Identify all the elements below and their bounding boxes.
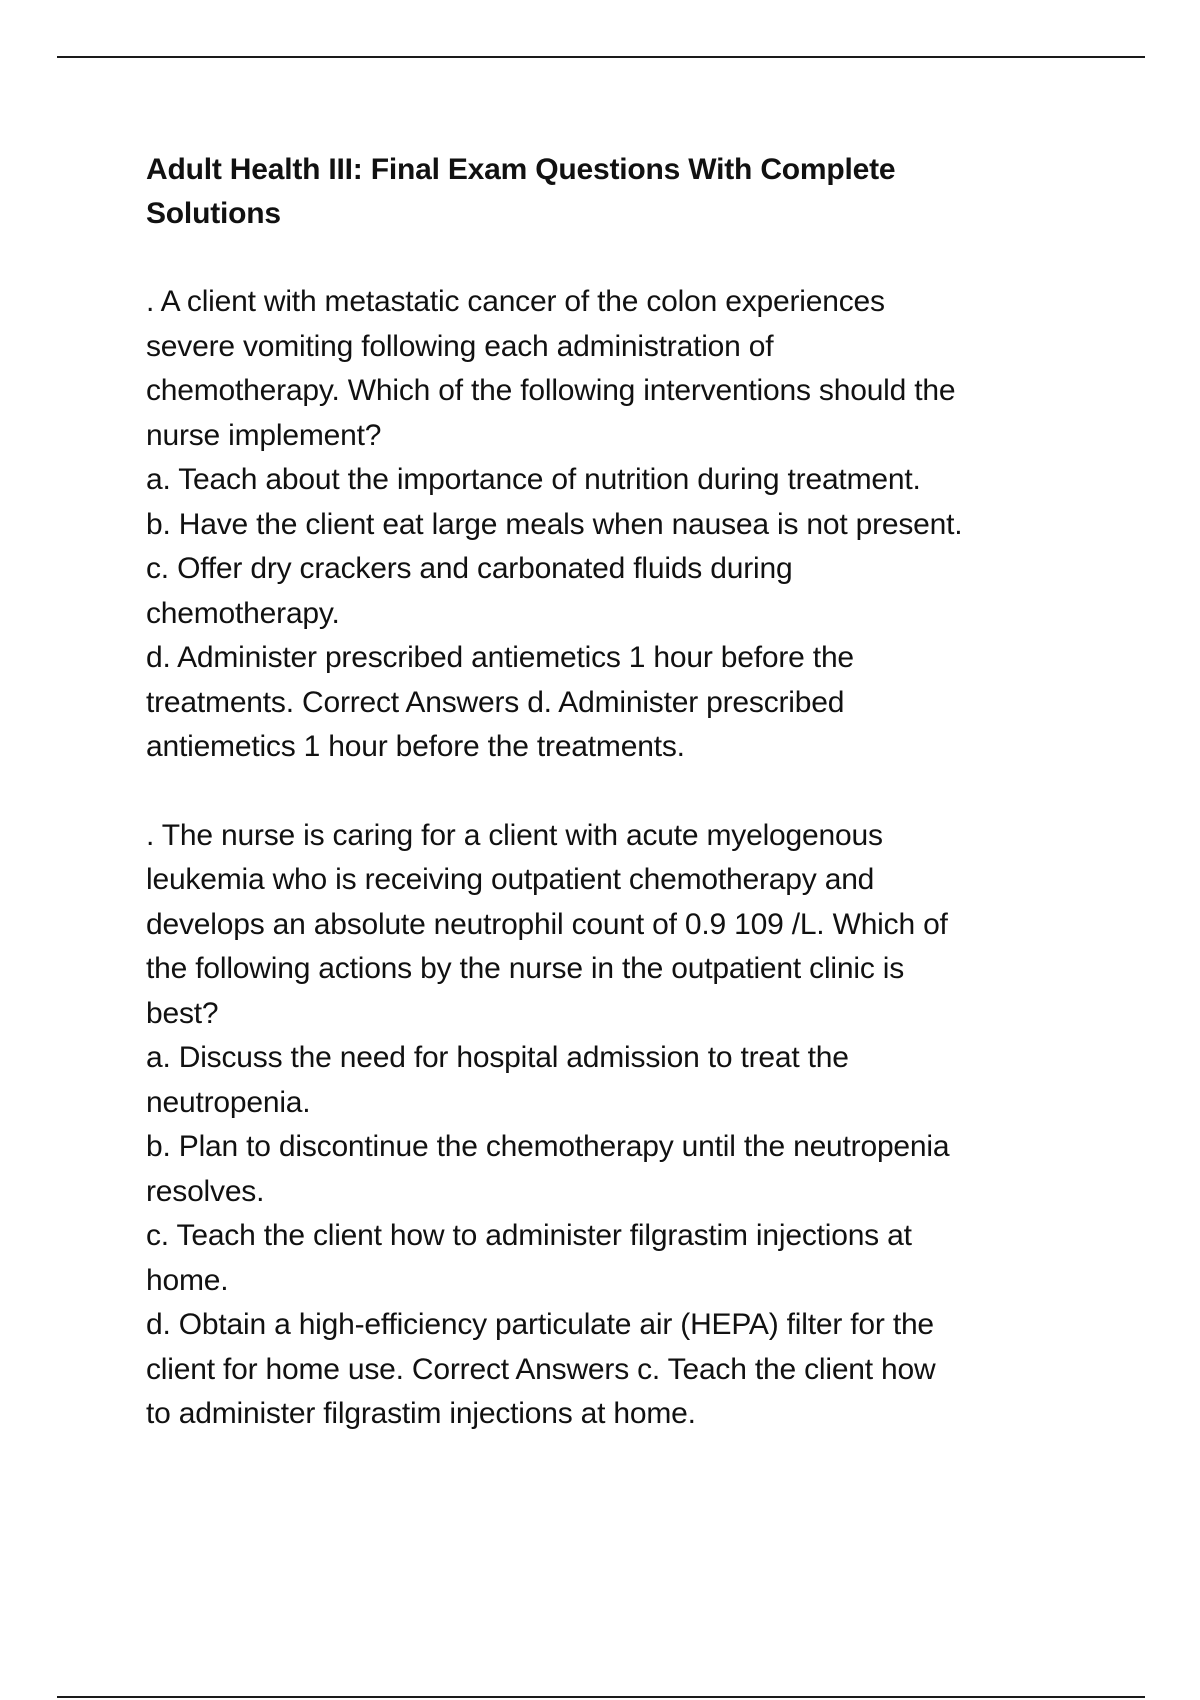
question-2 — [146, 814, 1096, 1437]
question-1-answer-cont: antiemetics 1 hour before the treatments. — [146, 730, 685, 763]
document-title — [146, 148, 1096, 236]
question-1-line: severe vomiting following each administration of — [146, 329, 774, 363]
question-2-answer-cont: to administer filgrastim injections at home. — [146, 1397, 696, 1430]
title-line: Adult Health III: Final Exam Questions With Complete — [146, 153, 896, 186]
question-1-line: chemotherapy. Which of the following interventions should the — [146, 374, 956, 407]
question-1-option-b: b. Have the client eat large meals when nausea is not present. — [146, 507, 963, 541]
question-1-option-a: a. Teach about the importance of nutrition during treatment. — [146, 463, 921, 496]
question-2-option-a: a. Discuss the need for hospital admission to treat the — [146, 1041, 849, 1074]
question-1 — [146, 280, 1096, 770]
question-1-option-d: d. Administer prescribed antiemetics 1 hour before the — [146, 641, 854, 674]
question-2-line: . The nurse is caring for a client with acute myelogenous — [146, 818, 883, 852]
question-1-option-c: c. Offer dry crackers and carbonated fluids during — [146, 552, 793, 585]
question-2-option-a-cont: neutropenia. — [146, 1085, 311, 1119]
question-2-answer: client for home use. Correct Answers c. Teach the client how — [146, 1352, 936, 1386]
question-2-line: best? — [146, 996, 219, 1030]
question-1-line: nurse implement? — [146, 418, 382, 452]
question-2-option-b: b. Plan to discontinue the chemotherapy until the neutropenia — [146, 1130, 950, 1163]
question-2-option-c-cont: home. — [146, 1263, 229, 1297]
question-2-line: develops an absolute neutrophil count of 0.9 109 /L. Which of — [146, 907, 948, 941]
question-2-line: the following actions by the nurse in the outpatient clinic is — [146, 952, 905, 985]
document-body — [146, 148, 1096, 1437]
question-2-option-c: c. Teach the client how to administer filgrastim injections at — [146, 1219, 912, 1252]
question-1-option-c-cont: chemotherapy. — [146, 596, 340, 630]
question-2-option-d: d. Obtain a high-efficiency particulate air (HEPA) filter for the — [146, 1308, 934, 1341]
title-line: Solutions — [146, 197, 281, 230]
question-2-line: leukemia who is receiving outpatient chemotherapy and — [146, 863, 875, 896]
question-1-answer: treatments. Correct Answers d. Administer prescribed — [146, 685, 845, 719]
question-1-line: . A client with metastatic cancer of the colon experiences — [146, 285, 885, 318]
header-rule — [57, 56, 1145, 58]
question-2-option-b-cont: resolves. — [146, 1174, 265, 1208]
footer-rule — [57, 1696, 1145, 1698]
